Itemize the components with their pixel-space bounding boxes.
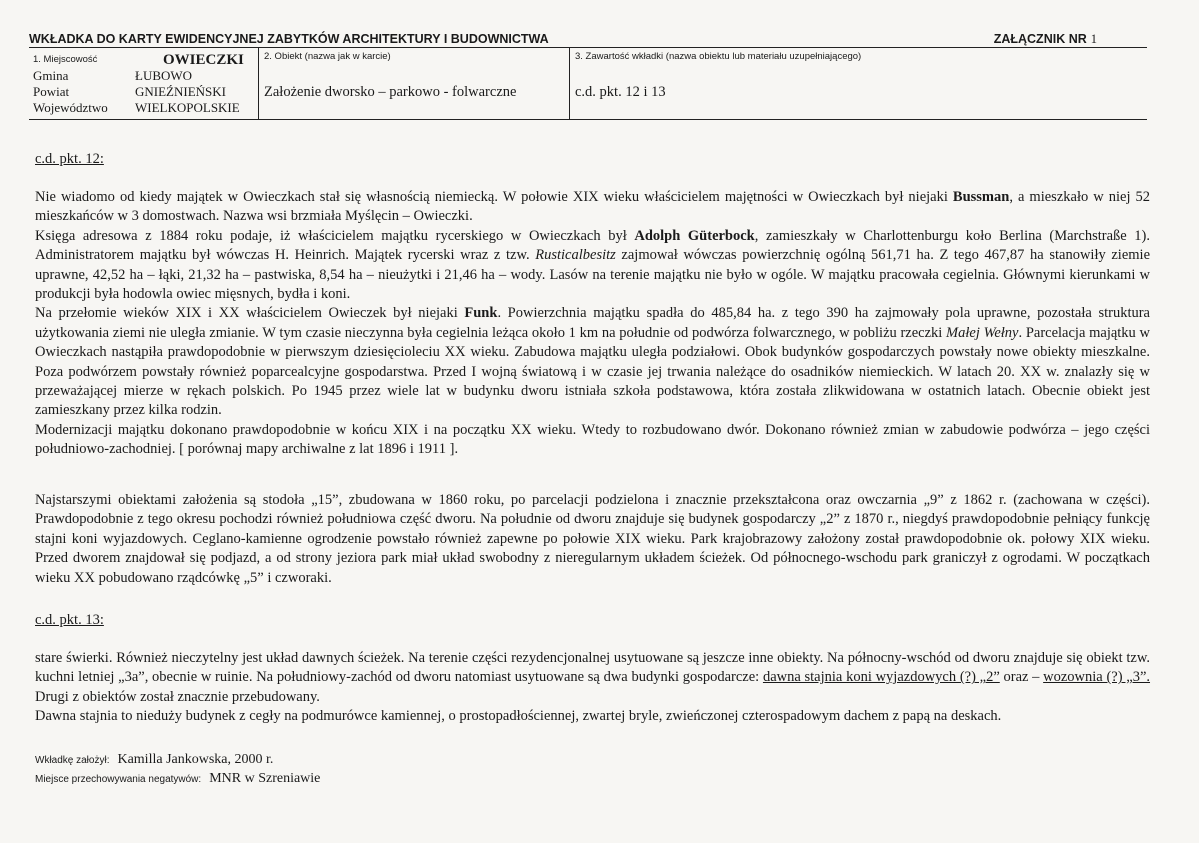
column-divider-1: [258, 47, 259, 119]
top-rule: [29, 47, 1147, 48]
author-value: Kamilla Jankowska, 2000 r.: [117, 752, 274, 767]
text-run: oraz –: [999, 669, 1044, 686]
contents-value: c.d. pkt. 12 i 13: [575, 84, 666, 100]
location-label: 1. Miejscowość: [33, 54, 98, 65]
text-run: zajmował wówczas powierzchnię ogólną 561,71 ha. Z tego 467,87 ha stanowiły ziemie uprawne, 42,52 ha – łąki, 21,32 ha – pastwiska, 8,54 ha – nieużytki i 21,46 ha – wody. Lasów na terenie majątku nie było w ogóle. W majątku pracowała cegielnia. Głównymi kierunkami w produkcji była hodowla owiec mięsnych, bydła i koni.: [35, 247, 1150, 303]
owner-name: Funk: [464, 305, 498, 322]
county-value: GNIEŹNIEŃSKI: [135, 84, 226, 99]
text-run: . Powierzchnia majątku spadła do 485,84 ha. z tego 390 ha zajmowały pola uprawne, pozostała struktura użytkowania ziemi nie uległa zmianie. W tym czasie nieczynna była cegielnia leżąca około 1 km na południe od podwórza folwarcznego, w pobliżu rzeczki: [35, 305, 1150, 341]
county-row: [33, 84, 258, 100]
owner-name: Adolph Güterbock: [634, 227, 755, 244]
text-run: , a mieszkało w niej 52 mieszkańców w 3 domostwach. Nazwa wsi brzmiała Myślęcin – Owieczki.: [35, 189, 1151, 225]
attachment-label: [994, 32, 1097, 47]
underlined-text: wozownia (?) „3”.: [1043, 669, 1151, 686]
italic-term: Małej Wełny: [946, 324, 1019, 341]
storage-label: Miejsce przechowywania negatywów:: [35, 774, 202, 785]
storage-value: MNR w Szreniawie: [209, 771, 321, 786]
storage-line: [35, 771, 320, 787]
location-box: [33, 52, 258, 116]
section-12-body-2: [35, 491, 1150, 588]
section-13-body: [35, 649, 1150, 727]
underlined-text: dawna stajnia koni wyjazdowych (?) „2”: [762, 669, 1000, 686]
italic-term: Rusticalbesitz: [535, 247, 616, 264]
column-divider-2: [569, 47, 570, 119]
paragraph: [35, 188, 1150, 227]
text-run: . Parcelacja majątku w Owieczkach nastąpiła prawdopodobnie w pierwszym dziesięcioleciu XX wieku. Zabudowa majątku uległa podziałowi. Obok budynków gospodarczych powstały nowe obiekty mieszkalne. Poza podwórzem powstały również poparcealcyjne gospodarstwa. Przed I wojną światową i w czasie jej trwania należące do osadników niemieckich. W latach 20. XX w. znalazły się w przeważającej mierze w rękach polskich. Po 1945 przez wiele lat w budynku dworu istniała szkoła podstawowa, która została zlikwidowana w ostatnich latach. Obecnie obiekt jest zamieszkany przez kilka rodzin.: [35, 324, 1150, 419]
section-12-heading: c.d. pkt. 12:: [35, 151, 104, 167]
attachment-number: 1: [1090, 32, 1097, 46]
section-12-body: [35, 188, 1150, 460]
commune-label: Gmina: [33, 68, 69, 83]
commune-value: ŁUBOWO: [135, 68, 193, 83]
text-run: Drugi z obiektów został znacznie przebudowany.: [35, 688, 320, 705]
paragraph: [35, 649, 1150, 707]
form-header: [29, 32, 1147, 46]
header-bottom-rule: [29, 119, 1147, 120]
object-value: Założenie dworsko – parkowo - folwarczne: [264, 84, 517, 100]
owner-name: Bussman: [952, 189, 1010, 205]
county-label: Powiat: [33, 84, 70, 99]
location-row: [33, 52, 258, 68]
author-line: [35, 752, 273, 768]
contents-label: 3. Zawartość wkładki (nazwa obiektu lub materiału uzupełniającego): [575, 51, 862, 62]
paragraph: Dawna stajnia to nieduży budynek z cegły na podmurówce kamiennej, o prostopadłościennej, zwartej bryle, zwieńczonej czterospadowym dachem z papą na deskach.: [35, 708, 1002, 725]
voivodeship-row: [33, 100, 258, 116]
voivodeship-value: WIELKOPOLSKIE: [135, 100, 240, 115]
text-run: stare świerki. Również nieczytelny jest układ dawnych ścieżek. Na terenie części rezydencjonalnej usytuowane są jeszcze inne obiekty. Na północny-wschód od dworu znajduje się obiekt tzw. kuchni letniej „3a”, obecnie w ruinie. Na południowy-zachód od dworu natomiast usytuowane są dwa budynki gospodarcze:: [35, 650, 1150, 686]
text-run: Nie wiadomo od kiedy majątek w Owieczkach stał się własnością niemiecką. W połowie XIX wieku właścicielem majętności w Owieczkach był niejaki: [35, 189, 953, 205]
text-run: , zamieszkały w Charlottenburgu koło Berlina (Marchstraße 1). Administratorem majątku był wówczas H. Heinrich. Majątek rycerski wraz z tzw.: [35, 227, 1150, 264]
paragraph: Modernizacji majątku dokonano prawdopodobnie w końcu XIX i na początku XX wieku. Wtedy to rozbudowano dwór. Dokonano również zmian w zabudowie podwórza – jego części południowo-zachodniej. [ porównaj mapy archiwalne z lat 1896 i 1911 ].: [35, 421, 1150, 458]
text-run: Na przełomie wieków XIX i XX właścicielem Owieczek był niejaki: [35, 305, 465, 322]
location-value: OWIECZKI: [163, 52, 244, 68]
paragraph: [35, 227, 1150, 305]
paragraph: [35, 304, 1150, 420]
object-label: 2. Obiekt (nazwa jak w karcie): [264, 51, 391, 62]
voivodeship-label: Województwo: [33, 100, 108, 115]
author-label: Wkładkę założył:: [35, 755, 110, 766]
form-title: WKŁADKA DO KARTY EWIDENCYJNEJ ZABYTKÓW ARCHITEKTURY I BUDOWNICTWA: [29, 32, 549, 46]
paragraph: Najstarszymi obiektami założenia są stodoła „15”, zbudowana w 1860 roku, po parcelacji podzielona i znacznie przekształcona oraz owczarnia „9” z 1862 r. (zachowana w części). Prawdopodobnie z tego okresu pochodzi również południowa część dworu. Na południe od dworu znajduje się budynek gospodarczy „2” z 1870 r., niegdyś prawdopodobnie pełniący funkcję stajni koni wyjazdowych. Ceglano-kamienne ogrodzenie powstało również zapewne po połowie XIX wieku. Park krajobrazowy założony został prawdopodobnie ok. połowy XIX wieku. Przed dworem znajdował się podjazd, a od strony jeziora park miał układ swobodny z nieregularnym układem ścieżek. Od północnego-wschodu park graniczył z ogrodami. W początkach wieku XX pobudowano rządcówkę „5” i czworaki.: [35, 492, 1150, 586]
commune-row: [33, 68, 258, 84]
attachment-label-text: ZAŁĄCZNIK NR: [993, 32, 1087, 46]
text-run: Księga adresowa z 1884 roku podaje, iż właścicielem majątku rycerskiego w Owieczkach był: [35, 227, 635, 244]
section-13-heading: c.d. pkt. 13:: [35, 612, 104, 628]
